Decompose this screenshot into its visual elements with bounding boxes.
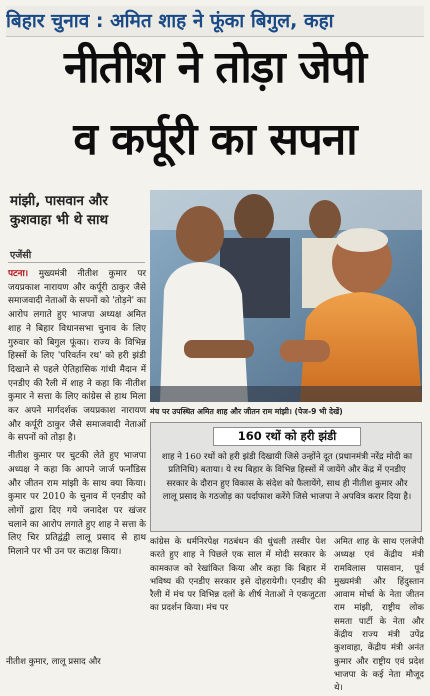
article-paragraph: अमित शाह के साथ एलजेपी अध्यक्ष एवं केंद्रीय मंत्री रामविलास पासवान, पूर्व मुख्यमंत्री और हिंदुस्तान आवाम मोर्चा के नेता जीतन राम मांझी, राष्ट्रीय लोक समता पार्टी के नेता और केंद्रीय राज्य मंत्री उपेंद्र कुशवाहा, केंद्रीय मंत्री अनंत कुमार और राष्ट्रीय एवं प्रदेश भाजपा के कई नेता मौजूद थे। [334, 537, 424, 694]
photo-caption: मंच पर उपस्थित अमित शाह और जीतन राम मांझी। (पेज-9 भी देखें) [150, 407, 343, 416]
kicker-strip: बिहार चुनाव : अमित शाह ने फूंका बिगुल, कहा [6, 6, 424, 37]
info-box-title: 160 रथों को हरी झंडी [213, 427, 361, 446]
article-column-3 [334, 536, 424, 696]
info-box [150, 422, 422, 532]
subheadline: मांझी, पासवान और कुशवाहा भी थे साथ [10, 193, 109, 228]
headline-line-2: व कर्पूरी का सपना [73, 114, 357, 165]
article-column-1 [8, 268, 146, 564]
article-paragraph: कांग्रेस के धर्मनिरपेक्ष गठबंधन की धुंधली तस्वीर पेश करते हुए शाह ने पिछले एक साल में मोदी सरकार के कामकाज को रेखांकित किया और कहा कि बिहार में भविष्य की एनडीए सरकार इसे दोहरायेगी। एनडीए की रैली में मंच पर विभिन्न दलों के शीर्ष नेताओं ने एकजुटता का प्रदर्शन किया। मंच पर [150, 537, 326, 614]
divider [8, 262, 145, 263]
byline-agency: एजेंसी [10, 250, 32, 261]
article-column-2 [150, 536, 326, 616]
article-paragraph [8, 268, 146, 446]
paragraph-text: मुख्यमंत्री नीतीश कुमार पर जयप्रकाश नारायण और कर्पूरी ठाकुर जैसे समाजवादी नेताओं के सपनों को 'तोड़ने' का आरोप लगाते हुए भाजपा अध्यक्ष अमित शाह ने बिहार विधानसभा चुनाव के लिए गुरुवार को बिगुल फूंका। राज्य के विभिन्न हिस्सों के लिए 'परिवर्तन रथ' को हरी झंडी दिखाने से पहले ऐतिहासिक गांधी मैदान में एनडीए की रैली में शाह ने कहा कि नीतीश कुमार ने सत्ता के लिए कांग्रेस से हाथ मिला कर अपने मार्गदर्शक जयप्रकाश नारायण और कर्पूरी ठाकुर जैसे समाजवादी नेताओं के सपनों को तोड़ा है। [8, 269, 147, 444]
article-paragraph: नीतीश कुमार पर चुटकी लेते हुए भाजपा अध्यक्ष ने कहा कि आपने जार्ज फर्नांडिस और जीतन राम मांझी के साथ क्या किया। कुमार पर 2010 के चुनाव में एनडीए को लोगों द्वारा दिए गये जनादेश पर खंजर चलाने का आरोप लगाते हुए शाह ने सत्ता के लिए चिर प्रतिद्वंद्वी लालू प्रसाद से हाथ मिलाने पर भी उन पर कटाक्ष किया। [8, 451, 146, 558]
article-paragraph: नीतीश कुमार, लालू प्रसाद और [6, 657, 101, 667]
info-box-body: शाह ने 160 रथों को हरी झंडी दिखायी जिसे उन्होंने दूत (प्रधानमंत्री नरेंद्र मोदी का प्रतिनिधि) बताया। ये रथ बिहार के विभिन्न हिस्सों में जायेंगे और केंद्र में एनडीए सरकार के दौरान हुए विकास के संदेश को फैलायेंगे, साथ ही नीतीश कुमार और लालू प्रसाद के गठजोड़ का पर्दाफाश करेंगे जिसे भाजपा ने अपवित्र करार दिया है। [161, 452, 413, 503]
dateline: पटना। [8, 269, 29, 279]
news-photo [150, 190, 422, 402]
headline-line-1: नीतीश ने तोड़ा जेपी [63, 42, 367, 93]
photo-illustration [150, 190, 422, 402]
